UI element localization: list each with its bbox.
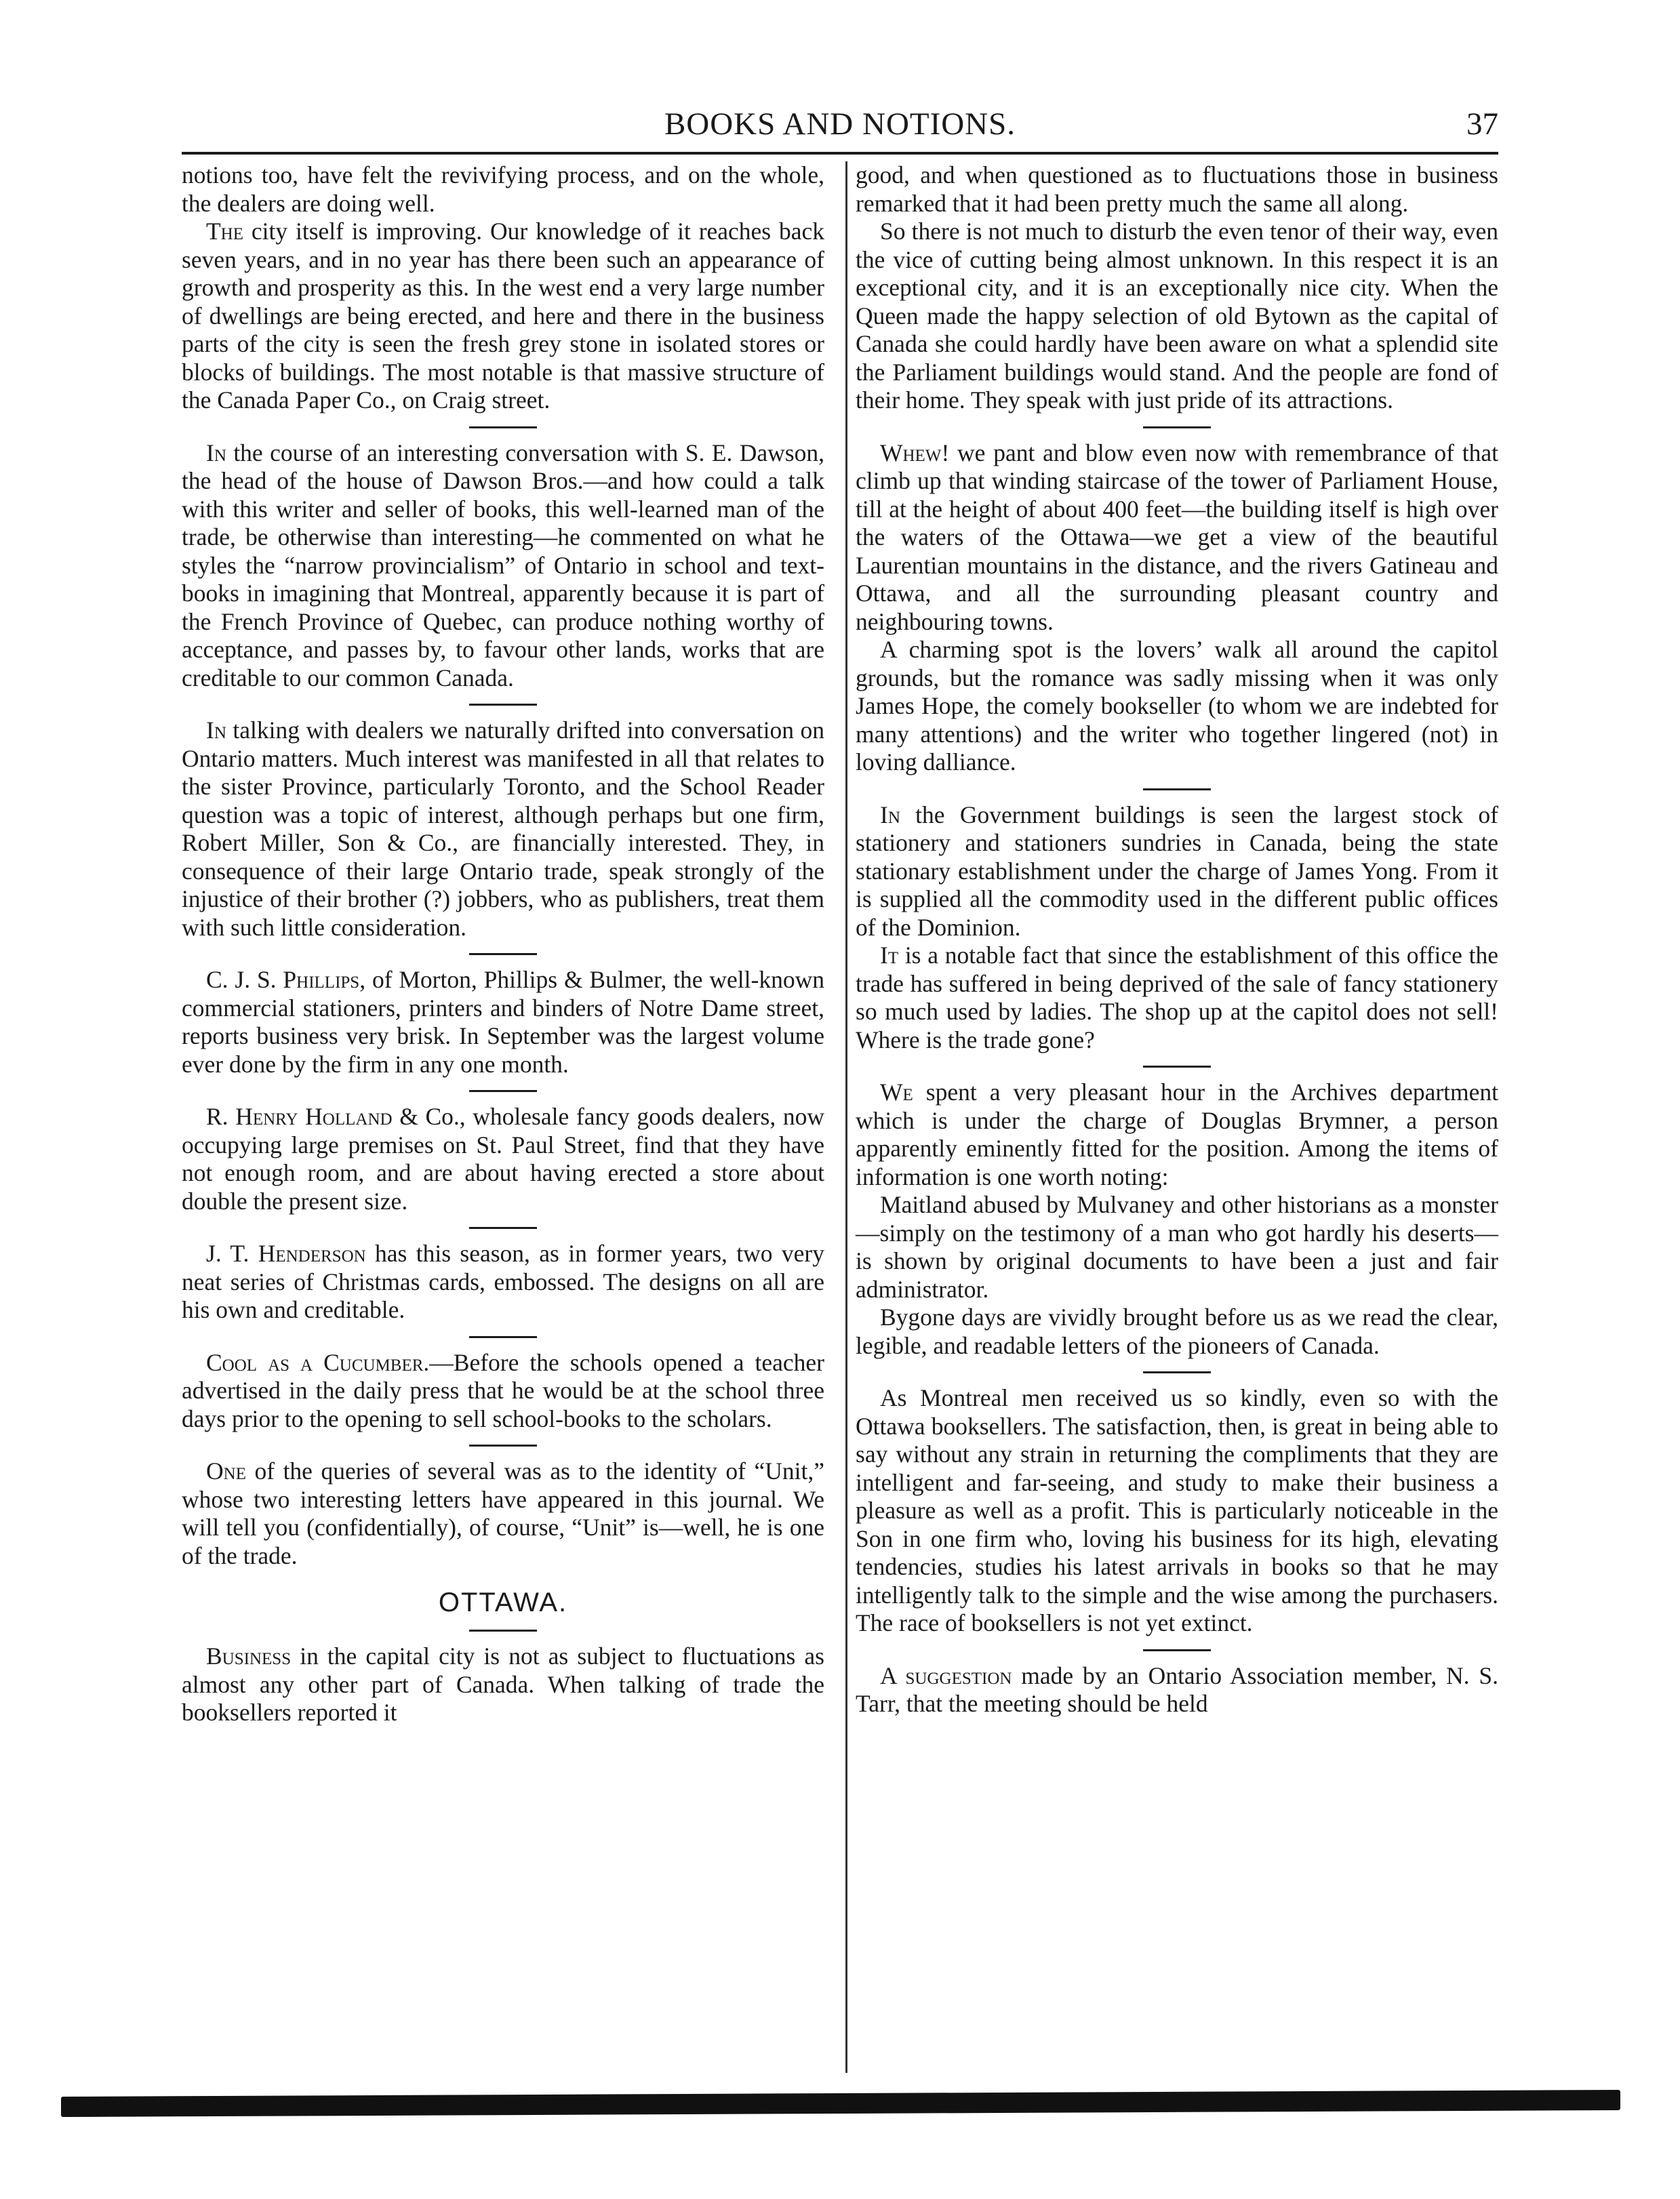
- paragraph-ottawa-business: Business in the capital city is not as subject to fluctuations as almost any other part of Canada. When talking of trade the booksellers reported it: [182, 1642, 824, 1726]
- paragraph-notions: notions too, have felt the revivifying process, and on the whole, the dealers are doing well.: [182, 161, 824, 217]
- paragraph-suggestion: A suggestion made by an Ontario Association member, N. S. Tarr, that the meeting should be held: [856, 1661, 1499, 1717]
- separator-rule: [1143, 426, 1211, 428]
- paragraph-lovers-walk: A charming spot is the lovers’ walk all around the capitol grounds, but the romance was sadly missing when it was only James Hope, the comely bookseller (to whom we are indebted for many attentions) and the writer who together lingered (not) in loving dalliance.: [856, 636, 1498, 775]
- left-column: [182, 161, 824, 1727]
- paragraph-bygone-days: Bygone days are vividly brought before us as we read the clear, legible, and readable letters of the pioneers of Canada.: [856, 1304, 1498, 1359]
- separator-rule: [469, 1090, 537, 1092]
- paragraph-maitland: Maitland abused by Mulvaney and other historians as a monster—simply on the testimony of a man who got hardly his deserts—is shown by original documents to have been a just and fair administrator.: [856, 1191, 1498, 1303]
- separator-rule: [469, 1630, 537, 1632]
- page-number: 37: [1466, 106, 1498, 142]
- paragraph-phillips: C. J. S. Phillips, of Morton, Phillips & Bulmer, the well-known commercial stationers, printers and binders of Notre Dame street, reports business very brisk. In September was the largest volume ever done by the firm in any one month.: [182, 966, 824, 1078]
- paragraph-cucumber: Cool as a Cucumber.—Before the schools opened a teacher advertised in the daily press that he would be at the school three days prior to the opening to sell school-books to the scholars.: [182, 1348, 824, 1432]
- paragraph-parliament-tower: Whew! we pant and blow even now with remembrance of that climb up that winding staircase of the tower of Parliament House, till at the height of about 400 feet—the building itself is high over the waters of the Ottawa—we get a view of the beautiful Laurentian mountains in the distance, and the rivers Gatineau and Ottawa, and all the surrounding pleasant country and neighbouring towns.: [856, 439, 1498, 635]
- separator-rule: [469, 1445, 537, 1447]
- paragraph-ottawa-booksellers: As Montreal men received us so kindly, even so with the Ottawa booksellers. The satisfaction, then, is great in being able to say without any strain in returning the compliments that they are intelligent and far-seeing, and study to make their business a pleasure as well as a profit. This is particularly noticeable in the Son in one firm who, loving his business for its high, elevating tendencies, studies his latest arrivals in books so that he may intelligently talk to the simple and the wise among the purchasers. The race of booksellers is not yet extinct.: [856, 1384, 1498, 1636]
- separator-rule: [469, 1336, 537, 1338]
- paragraph-unit: One of the queries of several was as to the identity of “Unit,” whose two interesting letters have appeared in this journal. We will tell you (confidentially), of course, “Unit” is—well, he is one of the trade.: [182, 1457, 824, 1569]
- separator-rule: [1143, 1649, 1211, 1651]
- separator-rule: [469, 1227, 537, 1229]
- header-rule: [182, 152, 1498, 155]
- running-head: BOOKS AND NOTIONS.: [664, 106, 1016, 142]
- paragraph-city-improving: The city itself is improving. Our knowledge of it reaches back seven years, and in no year has there been such an appearance of growth and prosperity as this. In the west end a very large number of dwellings are being erected, and here and there in the business parts of the city is seen the fresh grey stone in isolated stores or blocks of buildings. The most notable is that massive structure of the Canada Paper Co., on Craig street.: [182, 218, 824, 413]
- separator-rule: [469, 426, 537, 428]
- footer-bar: [61, 2090, 1620, 2117]
- paragraph-archives: We spent a very pleasant hour in the Archives department which is under the charge of Douglas Brymner, a person apparently eminently fitted for the position. Among the items of information is one worth noting:: [856, 1078, 1498, 1190]
- paragraph-continued: good, and when questioned as to fluctuations those in business remarked that it had been pretty much the same all along.: [856, 161, 1498, 217]
- paragraph-ontario-matters: In talking with dealers we naturally drifted into conversation on Ontario matters. Much interest was manifested in all that relates to the sister Province, particularly Toronto, and the School Reader question was a topic of interest, although perhaps but one firm, Robert Miller, Son & Co., are financially interested. They, in consequence of their large Ontario trade, speak strongly of the injustice of their brother (?) jobbers, who as publishers, treat them with such little consideration.: [182, 717, 824, 941]
- paragraph-holland: R. Henry Holland & Co., wholesale fancy goods dealers, now occupying large premises on St. Paul Street, find that they have not enough room, and are about having erected a store about double the present size.: [182, 1103, 825, 1215]
- page-header: [182, 102, 1498, 150]
- paragraph-government-buildings: In the Government buildings is seen the largest stock of stationery and stationers sundries in Canada, being the state stationary establishment under the charge of James Yong. From it is supplied all the commodity used in the different public offices of the Dominion.: [856, 801, 1498, 941]
- paragraph-henderson: J. T. Henderson has this season, as in former years, two very neat series of Christmas cards, embossed. The designs on all are his own and creditable.: [182, 1240, 824, 1323]
- paragraph-dawson: In the course of an interesting conversation with S. E. Dawson, the head of the house of Dawson Bros.—and how could a talk with this writer and seller of books, this well-learned man of the trade, be otherwise than interesting—he commented on what he styles the “narrow provincialism” of Ontario in school and text-books in imagining that Montreal, apparently because it is part of the French Province of Quebec, can produce nothing worthy of acceptance, and passes by, to favour other lands, works that are creditable to our common Canada.: [182, 439, 824, 691]
- separator-rule: [1143, 1371, 1211, 1373]
- paragraph-fancy-stationery: It is a notable fact that since the establishment of this office the trade has suffered in being deprived of the sale of fancy stationery so much used by ladies. The shop up at the capitol does not sell! Where is the trade gone?: [856, 942, 1498, 1053]
- right-column: [856, 161, 1498, 1718]
- section-title-ottawa: OTTAWA.: [438, 1588, 568, 1617]
- separator-rule: [1143, 1066, 1211, 1068]
- separator-rule: [1143, 788, 1211, 790]
- separator-rule: [469, 704, 537, 706]
- separator-rule: [469, 953, 537, 955]
- column-divider: [845, 161, 847, 2073]
- paragraph-even-tenor: So there is not much to disturb the even tenor of their way, even the vice of cutting being almost unknown. In this respect it is an exceptional city, and it is an exceptionally nice city. When the Queen made the happy selection of old Bytown as the capital of Canada she could hardly have been aware on what a splendid site the Parliament buildings would stand. And the people are fond of their home. They speak with just pride of its attractions.: [856, 218, 1498, 413]
